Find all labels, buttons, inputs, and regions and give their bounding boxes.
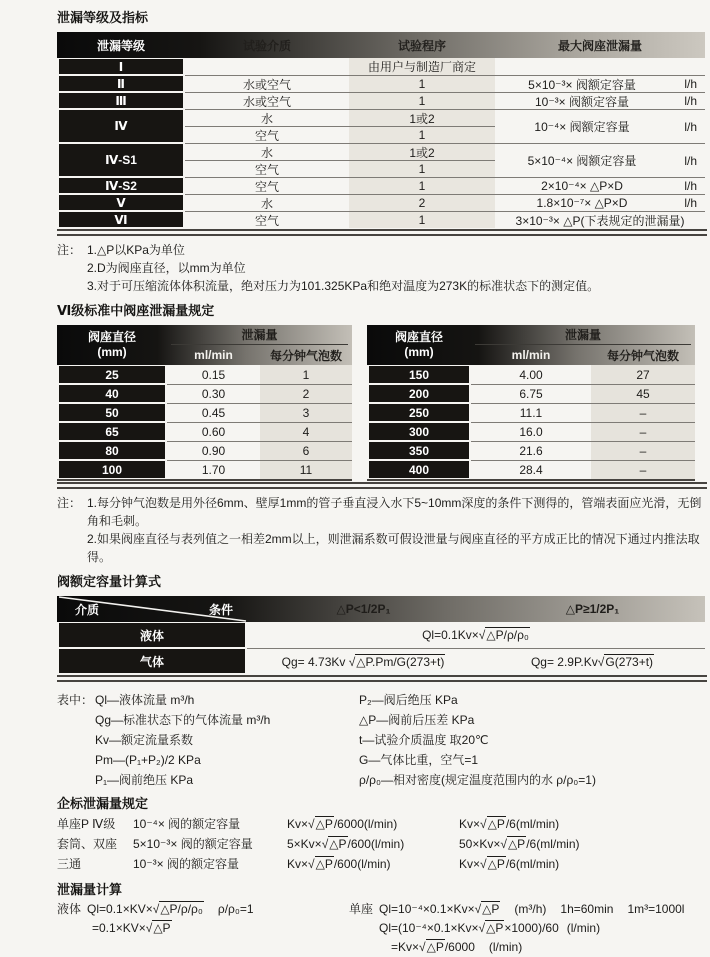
col-header-grade: 泄漏等级 — [96, 38, 145, 53]
hour-conversion: 1h=60min — [560, 902, 614, 916]
grade-badge: Ⅱ — [59, 76, 183, 91]
col-header-media: 试验介质 — [242, 38, 291, 53]
section-title-enterprise-std: 企标泄漏量规定 — [57, 796, 149, 811]
media-cell: 空气 — [185, 160, 349, 177]
table-row — [57, 92, 705, 109]
table-row: 25 0.15 1 — [57, 365, 352, 384]
legend-item: P₁—阀前绝压 KPa — [95, 773, 194, 787]
capacity: 10⁻³× 阀的额定容量 — [133, 857, 240, 871]
legend-label: 表中： — [57, 693, 94, 707]
unit-lmin: (l/min) — [488, 940, 523, 954]
valve-type: 套筒、双座 — [57, 837, 118, 851]
table-row — [57, 109, 705, 143]
capacity: 10⁻⁴× 阀的额定容量 — [133, 817, 241, 831]
procedure-cell: 1 — [349, 211, 495, 228]
col-header-leak: 泄漏量 — [475, 325, 691, 345]
table-row: 150 4.00 27 — [367, 365, 695, 384]
leak-cell: 5×10⁻³× 阀额定容量 l/h — [495, 75, 705, 92]
liquid-calc — [57, 900, 349, 957]
leak-cell: 5×10⁻⁴× 阀额定容量 l/h — [495, 143, 705, 177]
table-row: 40 0.30 2 — [57, 384, 352, 403]
single-seat-label: 单座 — [349, 902, 374, 916]
col-header-diameter: 阀座直径 — [87, 330, 136, 344]
liquid-calc-line1: Ql=0.1×KV×√△P/ρ/ρ₀ — [87, 902, 203, 916]
leak-cell: 1.8×10⁻⁷× △P×D l/h — [495, 194, 705, 211]
leak-cell: 2×10⁻⁴× △P×D l/h — [495, 177, 705, 194]
formula-table-header — [57, 596, 705, 622]
procedure-cell: 1或2 — [349, 143, 495, 160]
col-header-mlmin: ml/min — [194, 348, 233, 362]
procedure-cell: 1 — [349, 126, 495, 143]
unit-label: l/h — [684, 196, 697, 210]
liquid-formula-row — [57, 622, 705, 648]
legend-item: Qg—标准状态下的气体流量 m³/h — [95, 713, 271, 727]
header-cond2: △P≥1/2P₁ — [565, 602, 620, 616]
col-header-diameter: 阀座直径 — [394, 330, 443, 344]
header-medium: 介质 — [75, 603, 100, 617]
leak-calc-block — [57, 900, 705, 957]
valve-type: 单座P Ⅳ级 — [57, 817, 116, 831]
grade-table-header — [57, 32, 705, 58]
media-cell: 空气 — [185, 126, 349, 143]
legend-item: ρ/ρ₀—相对密度(规定温度范围内的水 ρ/ρ₀=1) — [359, 773, 596, 787]
grade-badge: Ⅰ — [59, 59, 183, 74]
seat-table-large — [367, 325, 695, 481]
formula-lmin: Kv×√△P/600(l/min) — [287, 857, 391, 871]
legend-item: G—气体比重，空气=1 — [359, 753, 479, 767]
unit-label: l/h — [684, 77, 697, 91]
legend-item: t—试验介质温度 取20℃ — [359, 733, 489, 747]
seat-table-small — [57, 325, 352, 481]
table-row — [57, 211, 705, 228]
leak-cell: 10⁻³× 阀额定容量 l/h — [495, 92, 705, 109]
procedure-cell: 1 — [349, 75, 495, 92]
leak-cell: 3×10⁻³× △P(下表规定的泄漏量) — [495, 211, 705, 228]
std-row — [57, 854, 705, 874]
table-row — [57, 58, 705, 75]
media-cell: 空气 — [185, 177, 349, 194]
std-row — [57, 814, 705, 834]
table-row — [57, 194, 705, 211]
media-cell: 空气 — [185, 211, 349, 228]
enterprise-std-rows — [57, 814, 705, 874]
density-note: ρ/ρ₀=1 — [217, 902, 254, 916]
gas-formula-row — [57, 648, 705, 674]
formula-mlmin: Kv×√△P/6(ml/min) — [459, 857, 560, 871]
volume-conversion: 1m³=1000l — [627, 902, 685, 916]
note-line: 3.对于可压缩流体体积流量，绝对压力为101.325KPa和绝对温度为273K的标准状态下的测定值。 — [87, 279, 600, 293]
grade-badge: Ⅲ — [59, 93, 183, 108]
single-seat-calc — [349, 900, 705, 957]
divider-double-line — [57, 229, 707, 236]
note-label: 注： — [57, 496, 82, 510]
media-cell: 水 — [185, 109, 349, 126]
media-cell: 水或空气 — [185, 92, 349, 109]
grade-table-notes — [57, 241, 705, 295]
table-row — [57, 177, 705, 194]
note-line: 1.△P以KPa为单位 — [87, 243, 185, 257]
unit-label: l/h — [684, 179, 697, 193]
valve-type: 三通 — [57, 857, 82, 871]
formula-lmin: Kv×√△P/6000(l/min) — [287, 817, 398, 831]
table-row: 80 0.90 6 — [57, 441, 352, 460]
table-row: 100 1.70 11 — [57, 460, 352, 479]
single-calc-line2: Ql=(10⁻⁴×0.1×Kv×√△P×1000)/60 — [379, 921, 559, 935]
leak-cell — [495, 58, 705, 75]
col-header-diameter-unit: (mm) — [404, 345, 434, 359]
leak-cell: 10⁻⁴× 阀额定容量 l/h — [495, 109, 705, 143]
section-title-seat-leak: Ⅵ级标准中阀座泄漏量规定 — [57, 303, 215, 318]
media-cell: 水 — [185, 143, 349, 160]
table-row — [57, 75, 705, 92]
formula-mlmin: 50×Kv×√△P/6(ml/min) — [459, 837, 580, 851]
note-line: 1.每分钟气泡数是用外径6mm、壁厚1mm的管子垂直浸入水下5~10mm深度的条件下测得的，管端表面应光滑，无倒角和毛刺。 — [87, 496, 702, 528]
grade-badge: Ⅳ-S2 — [59, 178, 183, 193]
legend-item: P₂—阀后绝压 KPa — [359, 693, 458, 707]
liquid-label: 液体 — [57, 902, 82, 916]
gas-formula-low-dp: Qg= 4.73Kv √△P.Pm/G(273+t) — [247, 648, 480, 674]
col-header-leak: 泄漏量 — [171, 325, 348, 345]
capacity: 5×10⁻³× 阀的额定容量 — [133, 837, 253, 851]
gas-formula-high-dp: Qg= 2.9P.Kv√G(273+t) — [480, 648, 705, 674]
media-cell — [185, 58, 349, 75]
medium-badge-liquid: 液体 — [59, 623, 245, 647]
std-row — [57, 834, 705, 854]
table-row — [57, 143, 705, 177]
header-condition: 条件 — [209, 603, 234, 617]
col-header-bubbles: 每分钟气泡数 — [606, 348, 679, 363]
col-header-procedure: 试验程序 — [397, 38, 446, 53]
seat-leak-tables — [57, 325, 705, 481]
media-cell: 水或空气 — [185, 75, 349, 92]
legend-item: Kv—额定流量系数 — [95, 733, 194, 747]
table-row: 250 11.1 – — [367, 403, 695, 422]
col-header-bubbles: 每分钟气泡数 — [269, 348, 342, 363]
formula-lmin: 5×Kv×√△P/600(l/min) — [287, 837, 405, 851]
unit-m3h: (m³/h) — [514, 902, 547, 916]
unit-lmin: (l/min) — [566, 921, 601, 935]
grade-badge: Ⅴ — [59, 195, 183, 210]
formula-mlmin: Kv×√△P/6(ml/min) — [459, 817, 560, 831]
unit-label: l/h — [684, 119, 697, 134]
liquid-calc-line2: =0.1×KV×√△P — [92, 921, 171, 935]
grade-badge: Ⅵ — [59, 212, 183, 227]
note-line: 2.如果阀座直径与表列值之一相差2mm以上，则泄漏系数可假设泄量与阀座直径的平方成正比的情况下通过内推法取得。 — [87, 532, 700, 564]
col-header-mlmin: ml/min — [511, 348, 551, 362]
liquid-formula: Ql=0.1Kv×√△P/ρ/ρ₀ — [422, 628, 529, 642]
unit-label: l/h — [684, 153, 697, 168]
section-title-capacity-formula: 阀额定容量计算式 — [57, 574, 162, 589]
table-row: 50 0.45 3 — [57, 403, 352, 422]
header-cond1: △P<1/2P₁ — [336, 602, 391, 616]
single-calc-line1: Ql=10⁻⁴×0.1×Kv×√△P — [379, 902, 500, 916]
single-calc-line3: =Kv×√△P/6000 — [391, 940, 475, 954]
col-header-max-leak: 最大阀座泄漏量 — [557, 38, 642, 53]
col-header-diameter-unit: (mm) — [97, 345, 127, 359]
table-row: 65 0.60 4 — [57, 422, 352, 441]
seat-table-header — [367, 325, 695, 365]
page-title: 泄漏等级及指标 — [57, 10, 149, 25]
procedure-cell: 1或2 — [349, 109, 495, 126]
unit-label: l/h — [684, 94, 697, 108]
procedure-cell: 2 — [349, 194, 495, 211]
divider-double-line — [57, 482, 707, 489]
legend-item: Pm—(P₁+P₂)/2 KPa — [95, 753, 201, 767]
section-title-leak-calc: 泄漏量计算 — [57, 882, 123, 897]
legend-item: △P—阀前后压差 KPa — [359, 713, 475, 727]
procedure-cell: 1 — [349, 160, 495, 177]
seat-table-notes — [57, 494, 705, 566]
table-row: 300 16.0 – — [367, 422, 695, 441]
symbol-legend — [57, 690, 705, 790]
note-line: 2.D为阀座直径，以mm为单位 — [87, 261, 246, 275]
table-row: 350 21.6 – — [367, 441, 695, 460]
procedure-cell: 1 — [349, 177, 495, 194]
procedure-cell: 1 — [349, 92, 495, 109]
grade-badge: Ⅳ-S1 — [59, 144, 183, 176]
capacity-formula-table — [57, 596, 705, 674]
medium-badge-gas: 气体 — [59, 649, 245, 673]
table-row: 200 6.75 45 — [367, 384, 695, 403]
media-cell: 水 — [185, 194, 349, 211]
note-label: 注： — [57, 243, 82, 257]
divider-double-line — [57, 675, 707, 682]
table-row: 400 28.4 – — [367, 460, 695, 479]
grade-badge: Ⅳ — [59, 110, 183, 142]
seat-table-header — [57, 325, 352, 365]
grade-table — [57, 32, 705, 228]
legend-item: 表中： Ql—液体流量 m³/h — [57, 690, 359, 710]
procedure-cell: 由用户与制造厂商定 — [349, 58, 495, 75]
